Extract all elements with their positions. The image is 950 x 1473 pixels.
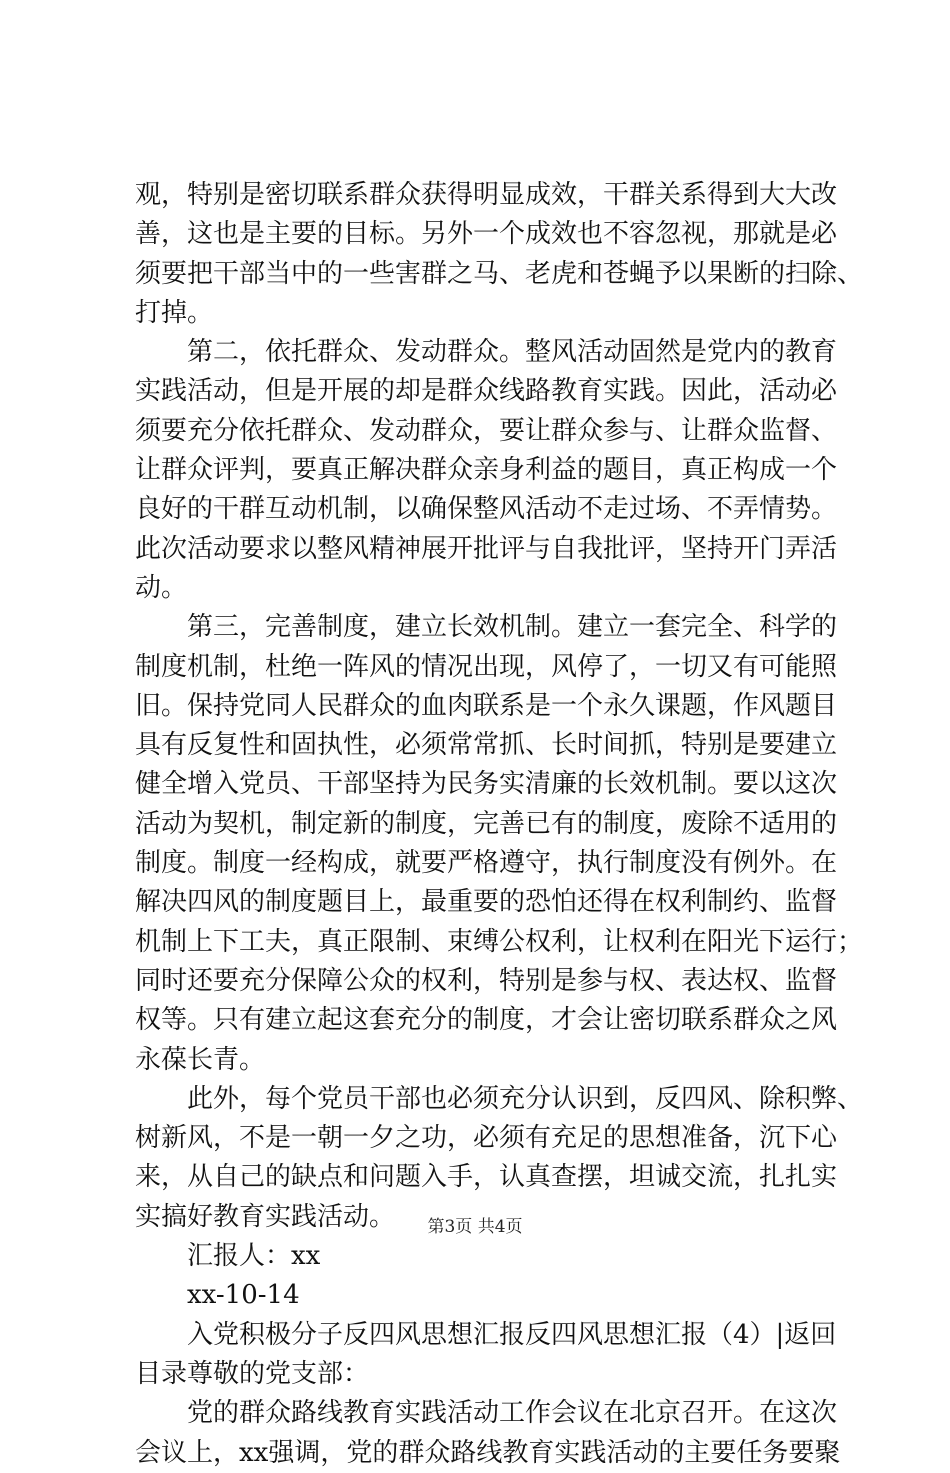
- text-line: 实搞好教育实践活动。: [135, 1201, 396, 1232]
- text-line: 须要充分依托群众、发动群众，要让群众参与、让群众监督、: [135, 415, 838, 446]
- text-line: 汇报人：xx: [187, 1241, 321, 1272]
- text-line: 打掉。: [135, 297, 214, 328]
- text-line: xx-10-14: [187, 1280, 300, 1311]
- text-line: 制度机制，杜绝一阵风的情况出现，风停了，一切又有可能照: [135, 651, 838, 682]
- text-line: 具有反复性和固执性，必须常常抓、长时间抓，特别是要建立: [135, 730, 838, 761]
- text-line: 观，特别是密切联系群众获得明显成效，干群关系得到大大改: [135, 180, 838, 210]
- text-line: 良好的干群互动机制，以确保整风活动不走过场、不弄情势。: [135, 494, 838, 525]
- text-line: 制度。制度一经构成，就要严格遵守，执行制度没有例外。在: [135, 848, 838, 879]
- text-line: 解决四风的制度题目上，最重要的恐怕还得在权利制约、监督: [135, 887, 838, 918]
- text-line: 第三，完善制度，建立长效机制。建立一套完全、科学的: [187, 612, 838, 643]
- text-line: 此外，每个党员干部也必须充分认识到，反四风、除积弊、: [187, 1083, 864, 1114]
- text-line: 第二，依托群众、发动群众。整风活动固然是党内的教育: [187, 337, 838, 368]
- text-line: 会议上，xx强调，党的群众路线教育实践活动的主要任务要聚: [135, 1437, 841, 1468]
- text-line: 来，从自己的缺点和问题入手，认真查摆，坦诚交流，扎扎实: [135, 1162, 838, 1193]
- text-line: 入党积极分子反四风思想汇报反四风思想汇报（4）|返回: [187, 1319, 837, 1350]
- text-line: 党的群众路线教育实践活动工作会议在北京召开。在这次: [187, 1398, 838, 1429]
- text-line: 让群众评判，要真正解决群众亲身利益的题目，真正构成一个: [135, 455, 838, 486]
- text-line: 此次活动要求以整风精神展开批评与自我批评，坚持开门弄活: [135, 533, 838, 564]
- text-line: 目录尊敬的党支部：: [135, 1358, 370, 1389]
- text-line: 永葆长青。: [135, 1044, 266, 1075]
- text-line: 健全增入党员、干部坚持为民务实清廉的长效机制。要以这次: [135, 769, 838, 800]
- text-line: 须要把干部当中的一些害群之马、老虎和苍蝇予以果断的扫除、: [135, 258, 864, 289]
- text-line: 树新风，不是一朝一夕之功，必须有充足的思想准备，沉下心: [135, 1123, 838, 1154]
- text-line: 机制上下工夫，真正限制、束缚公权利，让权利在阳光下运行；: [135, 926, 864, 957]
- document-body: [135, 176, 864, 1473]
- text-line: 善，这也是主要的目标。另外一个成效也不容忽视，那就是必: [135, 219, 838, 250]
- text-line: 实践活动，但是开展的却是群众线路教育实践。因此，活动必: [135, 376, 838, 407]
- text-line: 动。: [135, 572, 188, 603]
- text-line: 权等。只有建立起这套充分的制度，才会让密切联系群众之风: [135, 1005, 838, 1036]
- text-line: 同时还要充分保障公众的权利，特别是参与权、表达权、监督: [135, 965, 838, 996]
- text-line: 活动为契机，制定新的制度，完善已有的制度，废除不适用的: [135, 808, 838, 839]
- text-line: 旧。保持党同人民群众的血肉联系是一个永久课题，作风题目: [135, 690, 838, 721]
- page-footer: 第3页 共4页: [427, 1217, 523, 1237]
